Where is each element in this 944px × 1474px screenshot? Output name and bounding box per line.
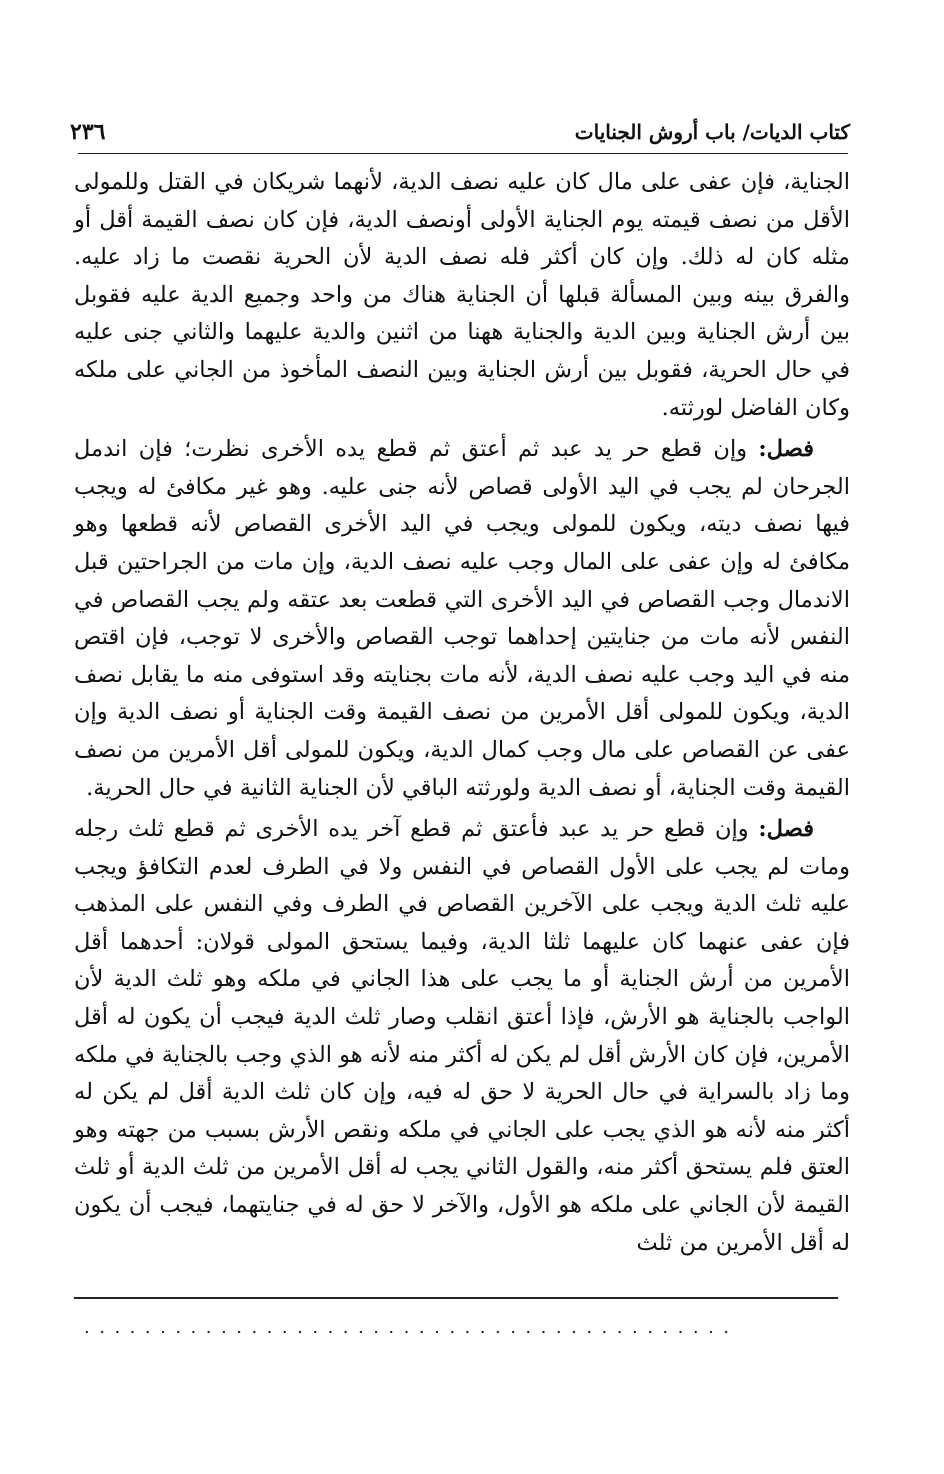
section-lead: فصل: xyxy=(758,436,814,463)
paragraph-3 xyxy=(74,811,850,1262)
page-header xyxy=(70,112,850,152)
paragraph-text: وإن قطع حر يد عبد ثم أعتق ثم قطع يده الأخرى نظرت؛ فإن اندمل الجرحان لم يجب في اليد الأولى قصاص لأنه جنى عليه. وهو غير مكافئ له ويجب فيها نصف ديته، ويكون للمولى ويجب في اليد الأخرى القصاص لأنه قطعها وهو مكافئ له وإن عفى على المال وجب عليه نصف الدية، وإن مات من الجراحتين قبل الاندمال وجب القصاص في اليد الأخرى التي قطعت بعد عتقه ولم يجب القصاص في النفس لأنه مات من جنايتين إحداهما توجب القصاص والأخرى لا توجب، فإن اقتص منه في اليد وجب عليه نصف الدية، لأنه مات بجنايته وقد استوفى منه ما يقابل نصف الدية، ويكون للمولى أقل الأمرين من نصف القيمة وقت الجناية أو نصف الدية وإن عفى عن القصاص على مال وجب كمال الدية، ويكون للمولى أقل الأمرين من نصف القيمة وقت الجناية، أو نصف الدية ولورثته الباقي لأن الجناية الثانية في حال الحرية. xyxy=(74,436,850,801)
footnote-rule xyxy=(74,1297,838,1299)
running-head: كتاب الديات/ باب أروش الجنايات xyxy=(574,120,850,144)
header-rule xyxy=(78,153,848,154)
body-text xyxy=(74,164,850,1262)
paragraph-text: وإن قطع حر يد عبد فأعتق ثم قطع آخر يده الأخرى ثم قطع ثلث رجله ومات لم يجب على الأول القصاص في النفس ولا في الطرف لعدم التكافؤ ويجب عليه ثلث الدية ويجب على الآخرين القصاص في الطرف وفي النفس على المذهب فإن عفى عنهما كان عليهما ثلثا الدية، وفيما يستحق المولى قولان: أحدهما أقل الأمرين من أرش الجناية أو ما يجب على هذا الجاني في ملكه وهو ثلث الدية لأن الواجب بالجناية هو الأرش، فإذا أعتق انقلب وصار ثلث الدية فيجب أن يكون له أقل الأمرين، فإن كان الأرش أقل لم يكن له أكثر منه لأنه هو الذي وجب بالجناية في ملكه وما زاد بالسراية في حال الحرية لا حق له فيه، وإن كان ثلث الدية أقل لم يكن له أكثر منه لأنه هو الذي يجب على الجاني في ملكه ونقص الأرش بسبب من جهته وهو العتق فلم يستحق أكثر منه، والقول الثاني يجب له أقل الأمرين من ثلث الدية أو ثلث القيمة لأن الجاني على ملكه هو الأول، والآخر لا حق له في جنايتهما، فيجب أن يكون له أقل الأمرين من ثلث xyxy=(74,816,850,1256)
paragraph-text: الجناية، فإن عفى على مال كان عليه نصف الدية، لأنهما شريكان في القتل وللمولى الأقل من نصف قيمته يوم الجناية الأولى أونصف الدية، فإن كان نصف القيمة أقل أو مثله كان له ذلك. وإن كان أكثر فله نصف الدية لأن الحرية نقصت ما زاد عليه. والفرق بينه وبين المسألة قبلها أن الجناية هناك من واحد وجميع الدية عليه فقوبل بين أرش الجناية وبين الدية والجناية ههنا من اثنين والدية عليهما والثاني جنى عليه في حال الحرية، فقوبل بين أرش الجناية وبين النصف المأخوذ من الجاني على ملكه وكان الفاضل لورثته. xyxy=(74,169,850,421)
section-lead: فصل: xyxy=(758,816,814,843)
page-number: ٢٣٦ xyxy=(70,119,106,145)
footnote-dots: ........................................... xyxy=(84,1318,739,1338)
paragraph-2 xyxy=(74,431,850,807)
paragraph-1 xyxy=(74,164,850,427)
